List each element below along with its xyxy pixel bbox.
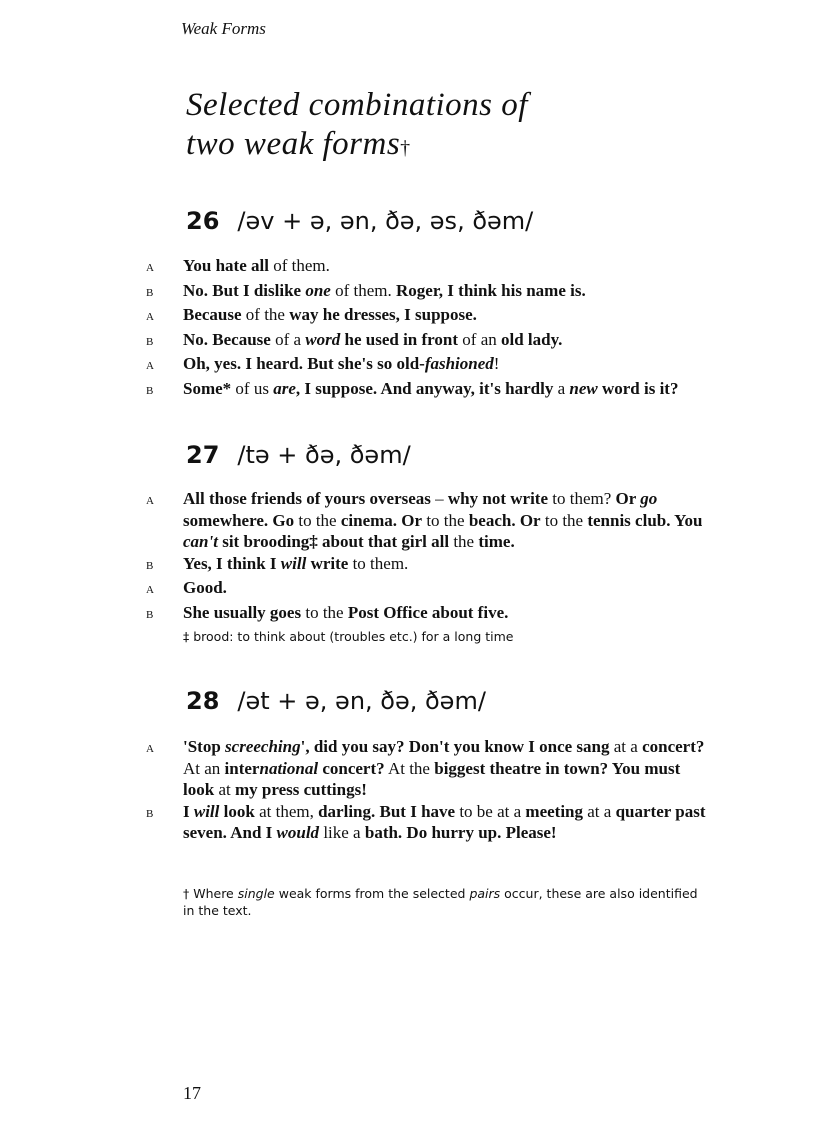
footnote-emphasis: single — [237, 886, 275, 901]
dialogue-line — [146, 602, 706, 627]
stressed-text: Oh, yes. I heard. But she's so old- — [183, 354, 425, 373]
phonetic-pattern: /tə + ðə, ðəm/ — [237, 441, 411, 469]
stressed-text: sit brooding‡ about that girl all — [217, 532, 450, 551]
stressed-text: Or — [615, 489, 641, 508]
weak-form-text: – — [430, 489, 448, 508]
stressed-text: No. Because — [183, 329, 271, 349]
dialogue-text — [183, 329, 706, 354]
stressed-text: word — [305, 329, 341, 349]
stressed-text: beach. Or — [468, 510, 541, 530]
speaker-label: A — [146, 743, 155, 755]
dialogue-27 — [146, 488, 706, 626]
weak-form-text: At an — [183, 758, 225, 778]
weak-form-text: to the — [540, 510, 588, 530]
footnote-text: occur, these are also identified in the text. — [183, 886, 698, 918]
dialogue-line — [146, 801, 706, 844]
speaker-label: A — [146, 495, 155, 507]
dialogue-text — [183, 602, 706, 627]
stressed-text: word is it? — [597, 378, 679, 398]
dialogue-text — [183, 280, 706, 305]
footnote-brood: ‡ brood: to think about (troubles etc.) for a long time — [183, 629, 514, 644]
dialogue-line — [146, 736, 706, 801]
stressed-text: quarter past seven. And I — [183, 801, 706, 842]
stressed-text: She usually goes — [183, 602, 302, 622]
weak-form-text: of them. — [268, 256, 330, 275]
stressed-text: concert? — [318, 758, 385, 778]
section-number: 27 — [186, 441, 220, 469]
stressed-text: national — [259, 758, 319, 778]
stressed-text: Post Office about five. — [347, 602, 509, 622]
dialogue-line — [146, 488, 706, 553]
speaker-label: A — [146, 262, 155, 274]
stressed-text: darling. But I have — [318, 801, 456, 821]
stressed-text: Because — [183, 305, 242, 324]
stressed-text: tennis club. You — [587, 510, 703, 530]
weak-form-text: the — [449, 532, 479, 551]
stressed-text: will — [193, 801, 220, 821]
weak-form-text: to the — [294, 510, 341, 530]
stressed-text: can't — [183, 532, 218, 551]
speaker-label: B — [146, 807, 154, 820]
stressed-text: ', did you say? Don't you know I once sang — [300, 737, 610, 756]
stressed-text: will — [280, 553, 307, 573]
stressed-text: biggest theatre in town? You must look — [183, 758, 681, 799]
weak-form-text: of them. — [330, 280, 396, 300]
dialogue-line — [146, 255, 706, 280]
dialogue-text — [183, 553, 706, 578]
weak-form-text: of us — [231, 378, 274, 398]
speaker-label: A — [146, 360, 155, 372]
dialogue-text — [183, 255, 706, 280]
stressed-text: screeching — [225, 737, 301, 756]
dialogue-line — [146, 577, 706, 602]
section-number: 26 — [186, 207, 220, 235]
footnote-text: weak forms from the selected — [274, 886, 470, 901]
stressed-text: why not write — [447, 489, 549, 508]
dagger-mark: † — [400, 137, 411, 159]
weak-form-text: of a — [270, 329, 306, 349]
stressed-text: somewhere. Go — [183, 510, 295, 530]
footnote-emphasis: pairs — [469, 886, 501, 901]
stressed-text: All those friends of yours overseas — [183, 489, 431, 508]
weak-form-text: at them, — [254, 801, 319, 821]
stressed-text: he used in front — [340, 329, 459, 349]
stressed-text: bath. Do hurry up. Please! — [364, 823, 557, 842]
weak-form-text: ! — [493, 354, 500, 373]
dialogue-text — [183, 736, 706, 801]
speaker-label: B — [146, 384, 154, 397]
section-26-heading — [186, 207, 533, 235]
footnote-dagger — [183, 885, 703, 919]
stressed-text: new — [569, 378, 598, 398]
section-number: 28 — [186, 687, 220, 715]
title-line-2: two weak forms — [186, 126, 401, 162]
stressed-text: would — [276, 823, 320, 842]
weak-form-text: like a — [319, 823, 365, 842]
stressed-text: Roger, I think his name is. — [396, 280, 586, 300]
stressed-text: fashioned — [424, 354, 494, 373]
weak-form-text: a — [553, 378, 570, 398]
dialogue-line — [146, 280, 706, 305]
dialogue-text — [183, 488, 706, 553]
stressed-text: No. But I dislike — [183, 280, 306, 300]
stressed-text: are — [273, 378, 296, 398]
weak-form-text: At the — [384, 758, 435, 778]
speaker-label: B — [146, 608, 154, 621]
speaker-label: B — [146, 559, 154, 572]
stressed-text: cinema. Or — [340, 510, 423, 530]
weak-form-text: to the — [422, 510, 469, 530]
dialogue-line — [146, 304, 706, 329]
page-number: 17 — [183, 1083, 201, 1103]
stressed-text: time. — [478, 532, 515, 551]
stressed-text: meeting — [525, 801, 584, 821]
stressed-text: , I suppose. And anyway, it's hardly — [295, 378, 554, 398]
dialogue-text — [183, 801, 706, 844]
stressed-text: look — [219, 801, 255, 821]
weak-form-text: to the — [301, 602, 348, 622]
weak-form-text: to be at a — [455, 801, 526, 821]
dialogue-26 — [146, 255, 706, 402]
section-27-heading — [186, 441, 411, 469]
stressed-text: I — [183, 801, 194, 821]
stressed-text: my press cuttings! — [234, 780, 367, 799]
page-title — [186, 86, 528, 168]
speaker-label: B — [146, 286, 154, 299]
dialogue-text — [183, 304, 706, 329]
dialogue-line — [146, 329, 706, 354]
weak-form-text: to them? — [548, 489, 616, 508]
weak-form-text: at a — [609, 737, 643, 756]
stressed-text: Yes, I think I — [183, 553, 281, 573]
dialogue-line — [146, 553, 706, 578]
stressed-text: concert? — [642, 737, 705, 756]
dialogue-line — [146, 353, 706, 378]
title-line-1: Selected combinations of — [186, 87, 528, 123]
dialogue-text — [183, 577, 706, 602]
dialogue-text — [183, 353, 706, 378]
section-28-heading — [186, 687, 486, 715]
weak-form-text: of an — [458, 329, 501, 349]
phonetic-pattern: /ət + ə, ən, ðə, ðəm/ — [237, 687, 486, 715]
speaker-label: B — [146, 335, 154, 348]
stressed-text: way he dresses, I suppose. — [289, 305, 477, 324]
speaker-label: A — [146, 311, 155, 323]
phonetic-pattern: /əv + ə, ən, ðə, əs, ðəm/ — [237, 207, 534, 235]
dialogue-text — [183, 378, 706, 403]
running-head: Weak Forms — [181, 19, 266, 38]
weak-form-text: of the — [241, 305, 290, 324]
weak-form-text: at — [214, 780, 235, 799]
stressed-text: old lady. — [501, 329, 563, 349]
weak-form-text: at a — [583, 801, 616, 821]
stressed-text: You hate all — [183, 256, 269, 275]
stressed-text: 'Stop — [183, 737, 226, 756]
stressed-text: Some* — [183, 378, 232, 398]
stressed-text: Good. — [183, 578, 227, 597]
stressed-text: inter — [224, 758, 260, 778]
speaker-label: A — [146, 584, 155, 596]
stressed-text: one — [305, 280, 331, 300]
dialogue-line — [146, 378, 706, 403]
weak-form-text: to them. — [348, 553, 409, 573]
stressed-text: go — [640, 489, 658, 508]
dialogue-28 — [146, 736, 706, 844]
stressed-text: write — [306, 553, 349, 573]
footnote-text: † Where — [183, 886, 238, 901]
